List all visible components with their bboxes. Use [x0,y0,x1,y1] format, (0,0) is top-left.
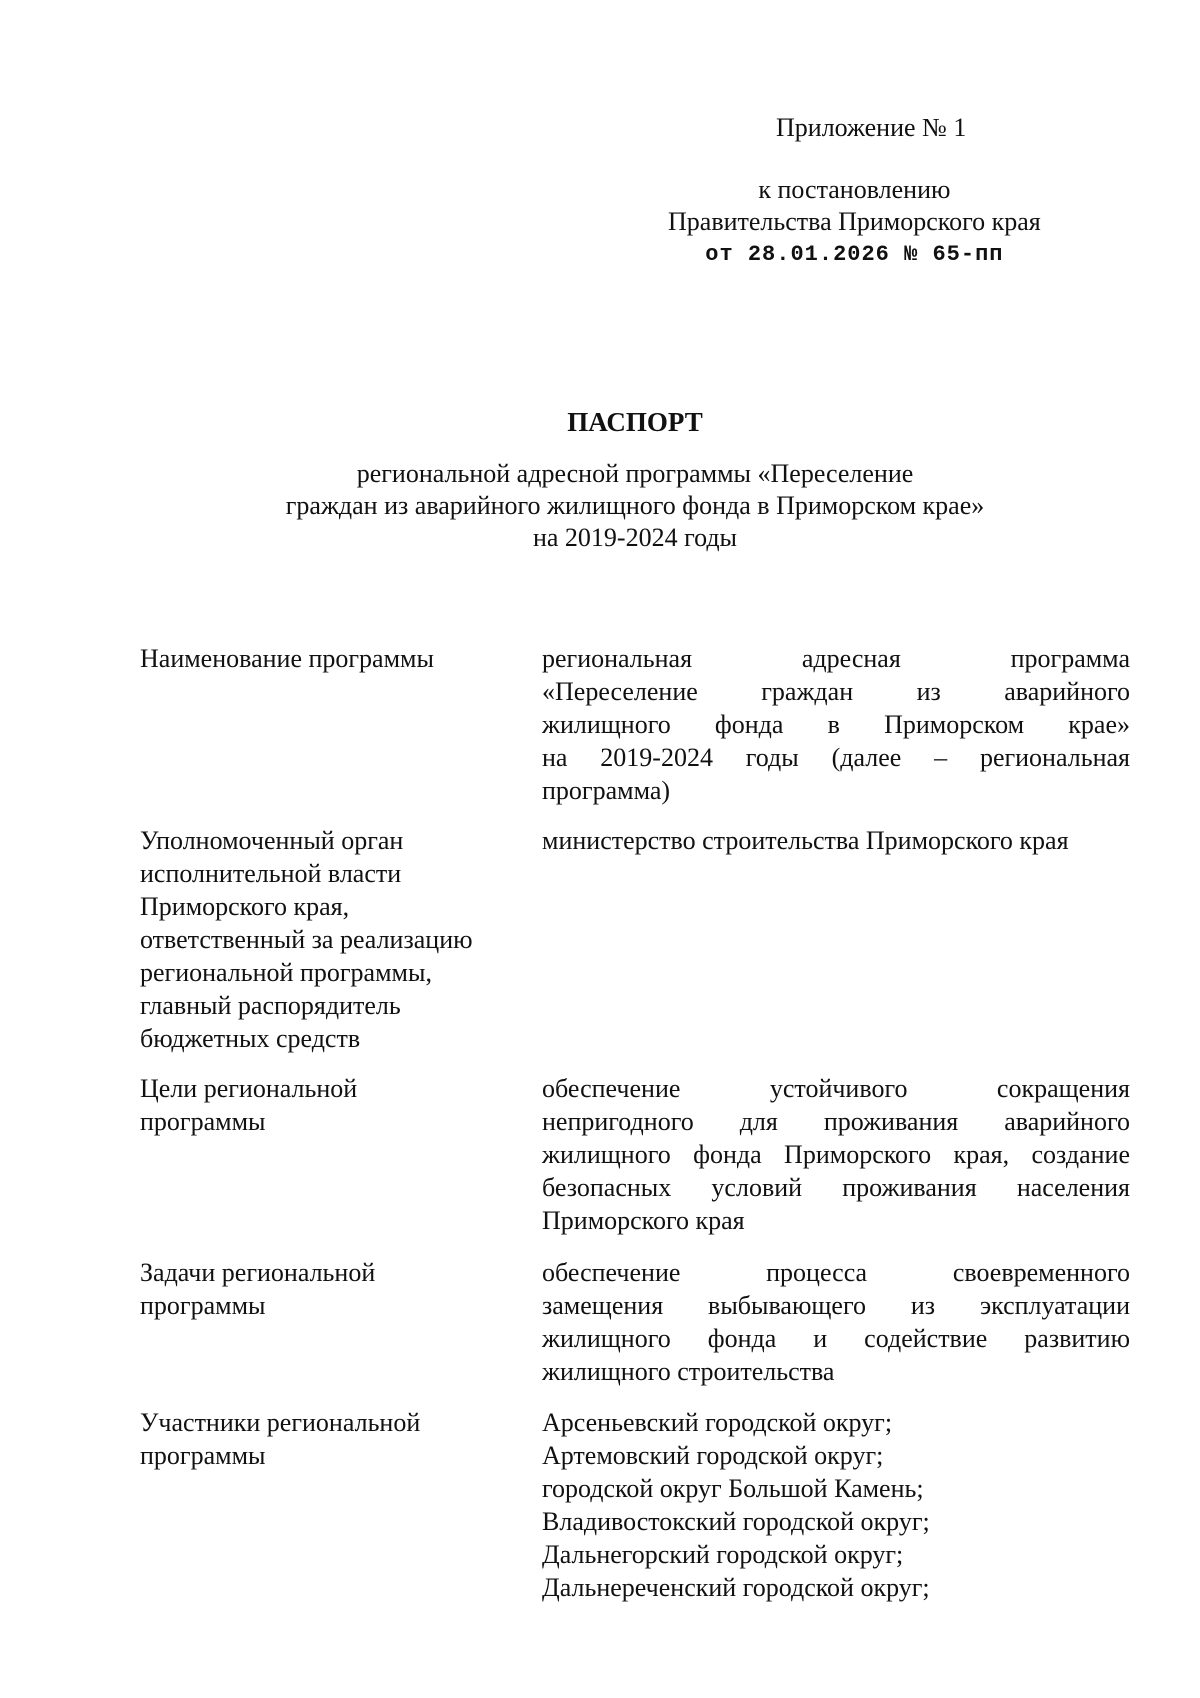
decree-date-number-stamp: от 28.01.2026 № 65-пп [705,242,1004,267]
row-value [542,1072,1130,1237]
subtitle-line: на 2019-2024 годы [532,523,738,552]
value-line: программа) [542,776,671,805]
value-line: жилищного строительства [542,1357,835,1386]
label-line: Задачи региональной [140,1258,376,1287]
row-value [542,642,1130,807]
label-line: исполнительной власти [140,859,402,888]
row-value [542,1406,1130,1604]
value-line: министерство строительства Приморского края [542,826,1069,855]
value-line: на 2019-2024 годы (далее – региональная [542,743,1130,772]
label-line: программы [140,1107,266,1136]
row-label [140,1072,512,1138]
value-line: безопасных условий проживания населения [542,1173,1130,1202]
row-label [140,1406,512,1472]
value-line: Дальнереченский городской округ; [542,1573,930,1602]
decree-line-1: к постановлению [758,175,951,204]
value-line: Арсеньевский городской округ; [542,1408,893,1437]
decree-line-2: Правительства Приморского края [668,207,1041,236]
value-line: жилищного фонда и содействие развитию [542,1324,1130,1353]
subtitle-line: граждан из аварийного жилищного фонда в Приморском крае» [285,491,985,520]
value-line: Приморского края [542,1206,745,1235]
value-line: непригодного для проживания аварийного [542,1107,1130,1136]
value-line: замещения выбывающего из эксплуатации [542,1291,1130,1320]
value-line: обеспечение устойчивого сокращения [542,1074,1130,1103]
label-line: Приморского края, [140,892,350,921]
row-label [140,1256,512,1322]
label-line: программы [140,1441,266,1470]
value-line: региональная адресная программа [542,644,1130,673]
label-line: ответственный за реализацию [140,925,473,954]
value-line: Артемовский городской округ; [542,1441,884,1470]
label-line: программы [140,1291,266,1320]
label-line: Уполномоченный орган [140,826,404,855]
appendix-number: Приложение № 1 [776,113,967,142]
document-heading: ПАСПОРТ [567,407,703,437]
row-value [542,824,1130,857]
label-line: Участники региональной [140,1408,421,1437]
row-label [140,642,512,675]
label-line: Цели региональной [140,1074,358,1103]
value-line: Дальнегорский городской округ; [542,1540,904,1569]
value-line: жилищного фонда в Приморском крае» [542,710,1130,739]
subtitle-line: региональной адресной программы «Переселение [356,459,914,488]
label-line: главный распорядитель [140,991,401,1020]
value-line: городской округ Большой Камень; [542,1474,924,1503]
document-subtitle [0,458,1200,554]
label-line: региональной программы, [140,958,432,987]
row-value [542,1256,1130,1388]
label-line: бюджетных средств [140,1024,361,1053]
value-line: жилищного фонда Приморского края, создание [542,1140,1130,1169]
value-line: «Переселение граждан из аварийного [542,677,1130,706]
value-line: Владивостокский городской округ; [542,1507,930,1536]
value-line: обеспечение процесса своевременного [542,1258,1130,1287]
label-line: Наименование программы [140,644,434,673]
decree-reference [668,174,1041,272]
row-label [140,824,512,1055]
